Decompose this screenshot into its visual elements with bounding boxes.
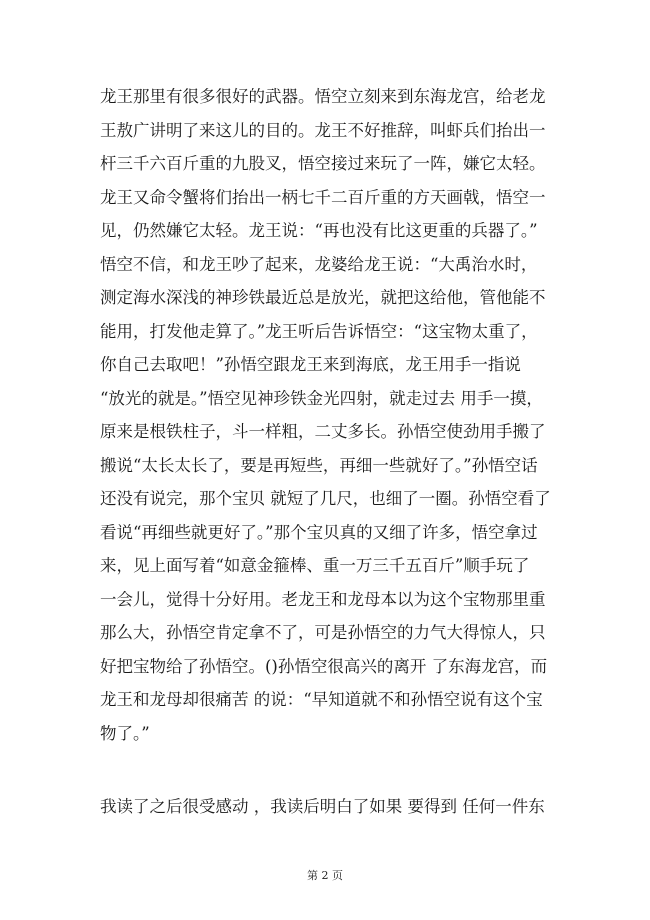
text-line: 龙王那里有很多很好的武器。悟空立刻来到东海龙宫，给老龙 (100, 87, 546, 106)
text-line: 王敖广讲明了来这儿的目的。龙王不好推辞，叫虾兵们抬出一 (100, 120, 546, 140)
text-line: 见，仍然嫌它太轻。龙王说：“再也没有比这更重的兵器了。” (100, 221, 538, 240)
text-line: 来，见上面写着“如意金箍棒、重一万三千五百斤”顺手玩了 (100, 556, 530, 575)
text-line: 龙王和龙母却很痛苦 的说：“早知道就不和孙悟空说有这个宝 (100, 690, 543, 709)
text-line: 能用，打发他走算了。”龙王听后告诉悟空：“这宝物太重了， (100, 321, 538, 341)
text-line: 还没有说完，那个宝贝 就短了几尺，也细了一圈。孙悟空看了 (100, 489, 551, 508)
text-line: 你自己去取吧！”孙悟空跟龙王来到海底，龙王用手一指说 (100, 355, 521, 374)
reflection-paragraph (100, 790, 560, 824)
text-line: 搬说“太长太长了，要是再短些，再细一些就好了。”孙悟空话 (100, 455, 538, 475)
text-line: 那么大，孙悟空肯定拿不了，可是孙悟空的力气大得惊人，只 (100, 623, 546, 642)
text-line: 原来是根铁柱子，斗一样粗，二丈多长。孙悟空使劲用手搬了 (100, 422, 546, 441)
text-line: 悟空不信，和龙王吵了起来，龙婆给龙王说：“大禹治水时， (100, 254, 538, 274)
text-line: 一会儿，觉得十分好用。老龙王和龙母本以为这个宝物那里重 (100, 589, 546, 609)
text-line: 物了。” (100, 723, 150, 743)
text-line: 好把宝物给了孙悟空。()孙悟空很高兴的离开 了东海龙宫，而 (100, 656, 548, 676)
text-line: “放光的就是。”悟空见神珍铁金光四射，就走过去 用手一摸， (100, 388, 543, 408)
text-line: 看说“再细些就更好了。”那个宝贝真的又细了许多，悟空拿过 (100, 522, 538, 542)
text-line: 龙王又命令蟹将们抬出一柄七千二百斤重的方天画戟，悟空一 (100, 187, 546, 207)
page-number: 第 2 页 (307, 869, 343, 882)
story-paragraph (100, 80, 560, 750)
text-line: 测定海水深浅的神珍铁最近总是放光，就把这给他，管他能不 (100, 288, 546, 307)
text-line: 杆三千六百斤重的九股叉，悟空接过来玩了一阵，嫌它太轻。 (100, 154, 546, 173)
text-line: 我读了之后很受感动 ，我读后明白了如果 要得到 任何一件东 (100, 797, 545, 816)
